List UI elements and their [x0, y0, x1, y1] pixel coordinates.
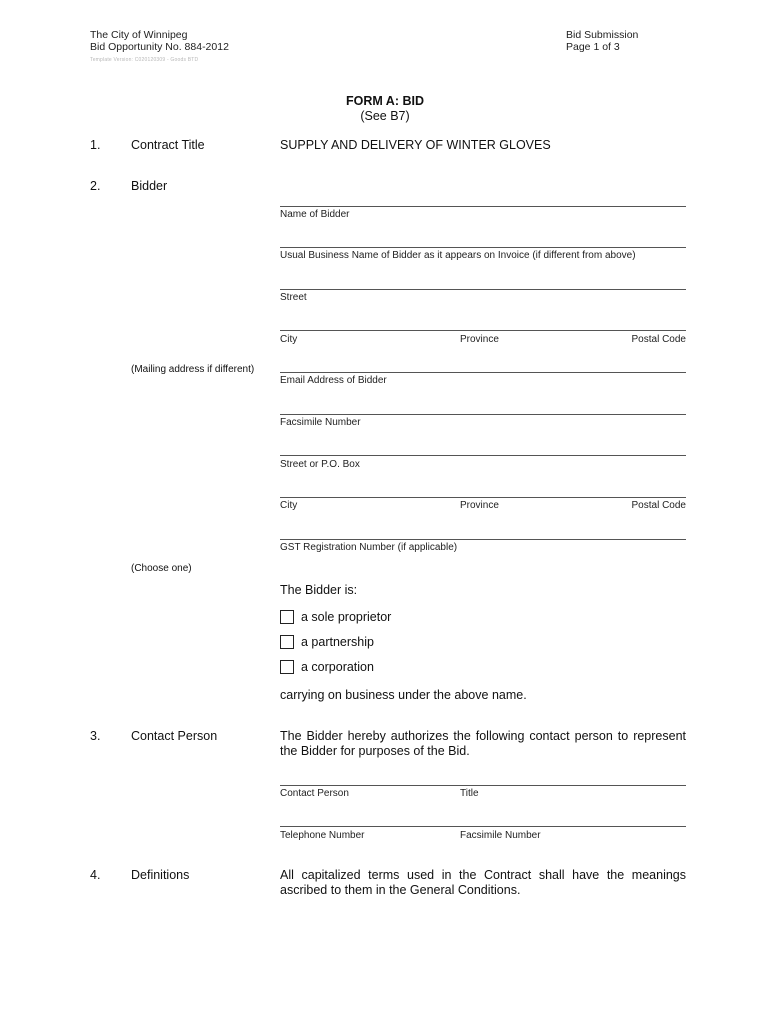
title-caption: Title [460, 788, 479, 799]
form-title: FORM A: BID [346, 94, 424, 108]
section-1-label: Contract Title [131, 138, 205, 152]
header-bid-opportunity: Bid Opportunity No. 884-2012 [90, 41, 229, 53]
carrying-on-business-text: carrying on business under the above name. [280, 688, 527, 702]
corporation-label: a corporation [301, 660, 374, 674]
mailing-city-province-postal-field[interactable] [280, 497, 686, 498]
street-po-box-field[interactable] [280, 455, 686, 456]
mailing-postal-code-caption: Postal Code [631, 500, 686, 511]
facsimile-field[interactable] [280, 414, 686, 415]
usual-business-name-caption: Usual Business Name of Bidder as it appears on Invoice (if different from above) [280, 250, 636, 261]
email-field[interactable] [280, 372, 686, 373]
postal-code-caption: Postal Code [631, 334, 686, 345]
header-template-version: Template Version: C020120309 - Goods BTD [90, 57, 199, 63]
partnership-label: a partnership [301, 635, 374, 649]
partnership-checkbox[interactable] [280, 635, 294, 649]
section-4-number: 4. [90, 868, 101, 882]
sole-proprietor-label: a sole proprietor [301, 610, 392, 624]
street-field[interactable] [280, 289, 686, 290]
option-corporation[interactable] [280, 660, 374, 674]
name-of-bidder-caption: Name of Bidder [280, 209, 350, 220]
section-2-number: 2. [90, 179, 101, 193]
corporation-checkbox[interactable] [280, 660, 294, 674]
mailing-city-caption: City [280, 500, 298, 511]
gst-registration-field[interactable] [280, 539, 686, 540]
city-province-postal-field[interactable] [280, 330, 686, 331]
form-subtitle: (See B7) [360, 109, 410, 123]
gst-registration-caption: GST Registration Number (if applicable) [280, 542, 458, 553]
mailing-address-note: (Mailing address if different) [131, 364, 255, 375]
definitions-paragraph: All capitalized terms used in the Contract shall have the meanings ascribed to them in the General Conditions. [280, 868, 686, 897]
mailing-province-caption: Province [460, 500, 499, 511]
option-partnership[interactable] [280, 635, 374, 649]
contact-person-title-field[interactable] [280, 785, 686, 786]
section-3-label: Contact Person [131, 729, 218, 743]
telephone-facsimile-field[interactable] [280, 826, 686, 827]
section-3-number: 3. [90, 729, 101, 743]
contact-person-paragraph: The Bidder hereby authorizes the following contact person to represent the Bidder for purposes of the Bid. [280, 729, 686, 758]
header-city: The City of Winnipeg [90, 29, 188, 41]
name-of-bidder-field[interactable] [280, 206, 686, 207]
section-1-number: 1. [90, 138, 101, 152]
contract-title-value: SUPPLY AND DELIVERY OF WINTER GLOVES [280, 138, 551, 152]
usual-business-name-field[interactable] [280, 247, 686, 248]
facsimile-caption: Facsimile Number [280, 417, 361, 428]
section-4-label: Definitions [131, 868, 190, 882]
header-page-number: Page 1 of 3 [566, 41, 620, 53]
contact-facsimile-caption: Facsimile Number [460, 830, 541, 841]
province-caption: Province [460, 334, 499, 345]
the-bidder-is-text: The Bidder is: [280, 583, 358, 597]
street-po-box-caption: Street or P.O. Box [280, 459, 360, 470]
email-caption: Email Address of Bidder [280, 375, 387, 386]
sole-proprietor-checkbox[interactable] [280, 610, 294, 624]
street-caption: Street [280, 292, 307, 303]
choose-one-note: (Choose one) [131, 563, 192, 574]
city-caption: City [280, 334, 298, 345]
contact-person-caption: Contact Person [280, 788, 349, 799]
telephone-caption: Telephone Number [280, 830, 365, 841]
header-bid-submission: Bid Submission [566, 29, 639, 41]
section-2-label: Bidder [131, 179, 168, 193]
option-sole-proprietor[interactable] [280, 610, 391, 624]
